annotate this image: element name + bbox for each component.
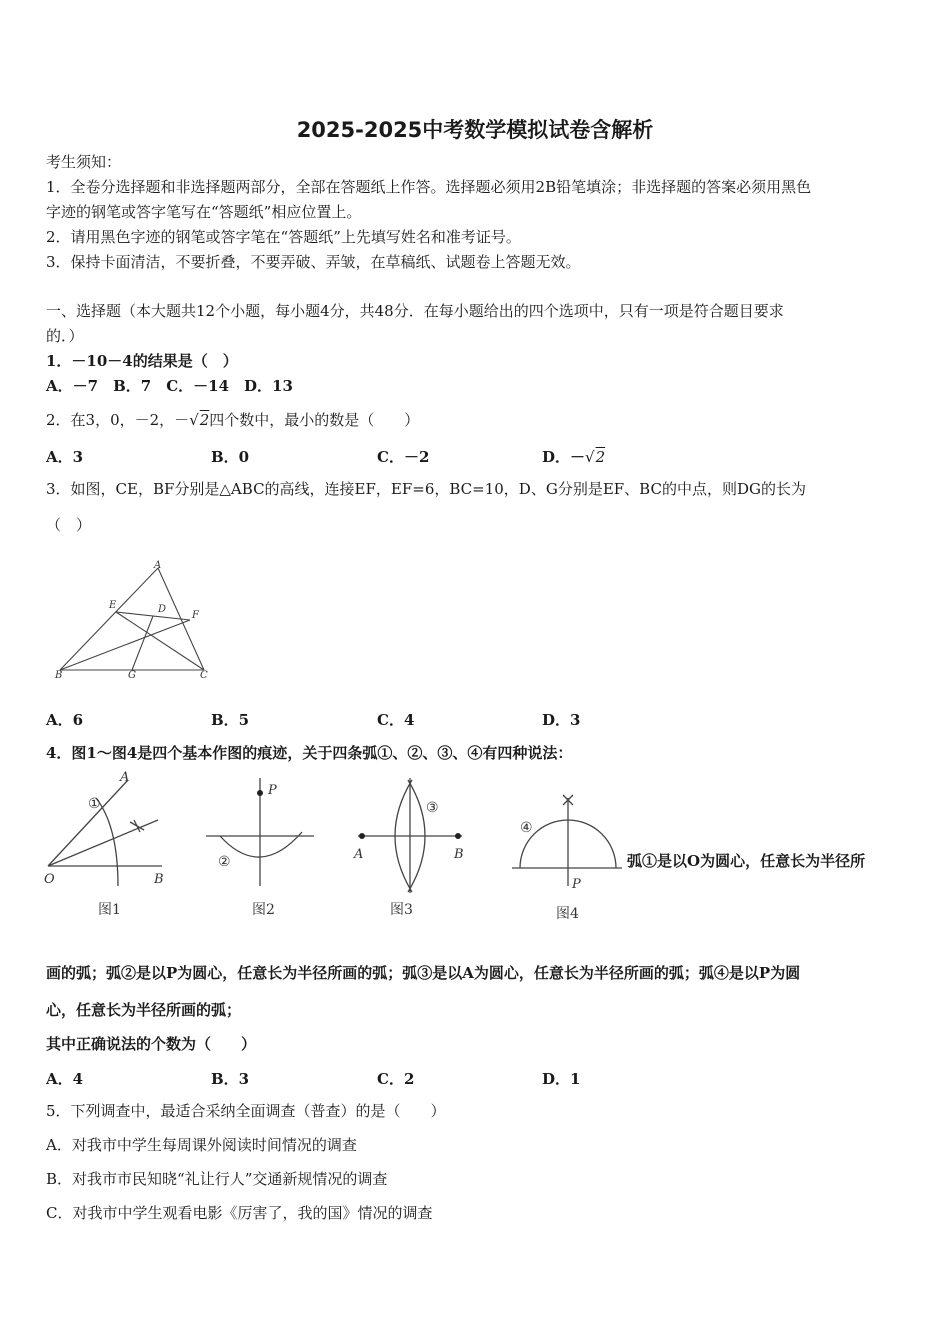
q4-text-line-4: 其中正确说法的个数为（ ） [46,1035,257,1053]
fig1-arc-label: ① [88,796,101,812]
fig2-label-p: P [268,783,277,798]
sqrt-symbol: √2 [189,411,210,429]
fig3-label-b: B [454,847,464,862]
q4-figure-3 [350,768,475,923]
q3-paren: （ ） [46,516,92,534]
fig1-label-o: O [44,872,55,887]
q2-option-d [542,446,605,467]
notice-line-1a: 1．全卷分选择题和非选择题两部分，全部在答题纸上作答。选择题必须用2B铅笔填涂；非选择题的答案必须用黑色 [46,178,812,196]
q4-figure-4 [508,768,626,923]
fig1-label-a: A [120,770,130,785]
q4-text-line-3: 心，任意长为半径所画的弧； [46,1001,242,1019]
q5-option-c: C．对我市中学生观看电影《厉害了，我的国》情况的调查 [46,1204,433,1222]
q4-option-b: B．3 [211,1070,250,1088]
q3-option-b: B．5 [211,711,250,729]
fig4-arc-label: ④ [520,820,533,836]
fig3-label-a: A [354,847,364,862]
fig3-point-a [359,833,365,839]
notice-line-2: 2．请用黑色字迹的钢笔或答字笔在“答题纸”上先填写姓名和准考证号。 [46,228,521,246]
q4-option-c: C．2 [377,1070,415,1088]
fig4-caption: 图4 [556,906,579,922]
q3-label-e: E [109,600,117,611]
q4-side-text: 弧①是以O为圆心，任意长为半径所 [627,852,866,870]
q1-stem: 1．－10－4的结果是（ ） [46,352,238,370]
fig2-point-p [257,790,263,796]
fig3-point-b [455,833,461,839]
q3-option-d: D．3 [542,711,581,729]
q3-label-c: C [200,670,208,681]
q3-option-c: C．4 [377,711,415,729]
fig4-label-p: P [572,877,581,892]
q3-label-f: F [192,610,199,621]
q4-text-line-2: 画的弧；弧②是以P为圆心，任意长为半径所画的弧；弧③是以A为圆心，任意长为半径所画的弧；弧④是以P为圆 [46,964,801,982]
q2-option-a: A．3 [46,448,84,466]
q3-triangle-figure [52,560,217,682]
q3-label-b: B [55,670,63,681]
q2-option-c: C．－2 [377,448,430,466]
notice-line-3: 3．保持卡面清洁，不要折叠，不要弄破、弄皱，在草稿纸、试题卷上答题无效。 [46,253,581,271]
q3-label-d: D [158,604,167,615]
q2-stem-post: 四个数中，最小的数是（ ） [209,411,420,429]
fig1-caption: 图1 [98,902,121,918]
q1-options: A．－7 B．7 C．－14 D．13 [46,377,293,395]
section-heading-1: 一、选择题（本大题共12个小题，每小题4分，共48分．在每小题给出的四个选项中，只有一项是符合题目要求 [46,302,784,320]
notice-line-1b: 字迹的钢笔或答字笔写在“答题纸”相应位置上。 [46,203,362,221]
sqrt-symbol: √2 [585,448,606,466]
q5-option-a: A．对我市中学生每周课外阅读时间情况的调查 [46,1136,357,1154]
q3-label-a: A [154,560,162,571]
fig3-arc-label: ③ [426,800,439,816]
q3-label-g: G [128,670,136,681]
q5-stem: 5．下列调查中，最适合采纳全面调查（普查）的是（ ） [46,1102,446,1120]
fig1-label-b: B [154,872,164,887]
q5-option-b: B．对我市市民知晓“礼让行人”交通新规情况的调查 [46,1170,388,1188]
q4-stem: 4．图1～图4是四个基本作图的痕迹，关于四条弧①、②、③、④有四种说法： [46,744,573,762]
q3-option-a: A．6 [46,711,84,729]
section-heading-2: 的．） [46,327,84,345]
q2-stem [46,410,419,430]
q2-option-b: B．0 [211,448,250,466]
notice-heading: 考生须知： [46,153,122,171]
q4-option-d: D．1 [542,1070,581,1088]
fig3-caption: 图3 [390,902,413,918]
q2-option-d-radicand: 2 [595,448,606,466]
fig2-arc-label: ② [218,854,231,870]
fig2-caption: 图2 [252,902,275,918]
q4-figure-1 [40,768,170,923]
q2-stem-radicand: 2 [199,411,210,429]
q2-option-d-pre: D．－ [542,448,586,466]
q4-option-a: A．4 [46,1070,84,1088]
q2-stem-pre: 2．在3，0，－2，－ [46,411,190,429]
page-title: 2025-2025中考数学模拟试卷含解析 [296,118,654,142]
q3-stem: 3．如图，CE，BF分别是△ABC的高线，连接EF，EF=6，BC=10，D、G分别是EF、BC的中点，则DG的长为 [46,480,806,498]
q4-figure-2 [200,768,320,923]
